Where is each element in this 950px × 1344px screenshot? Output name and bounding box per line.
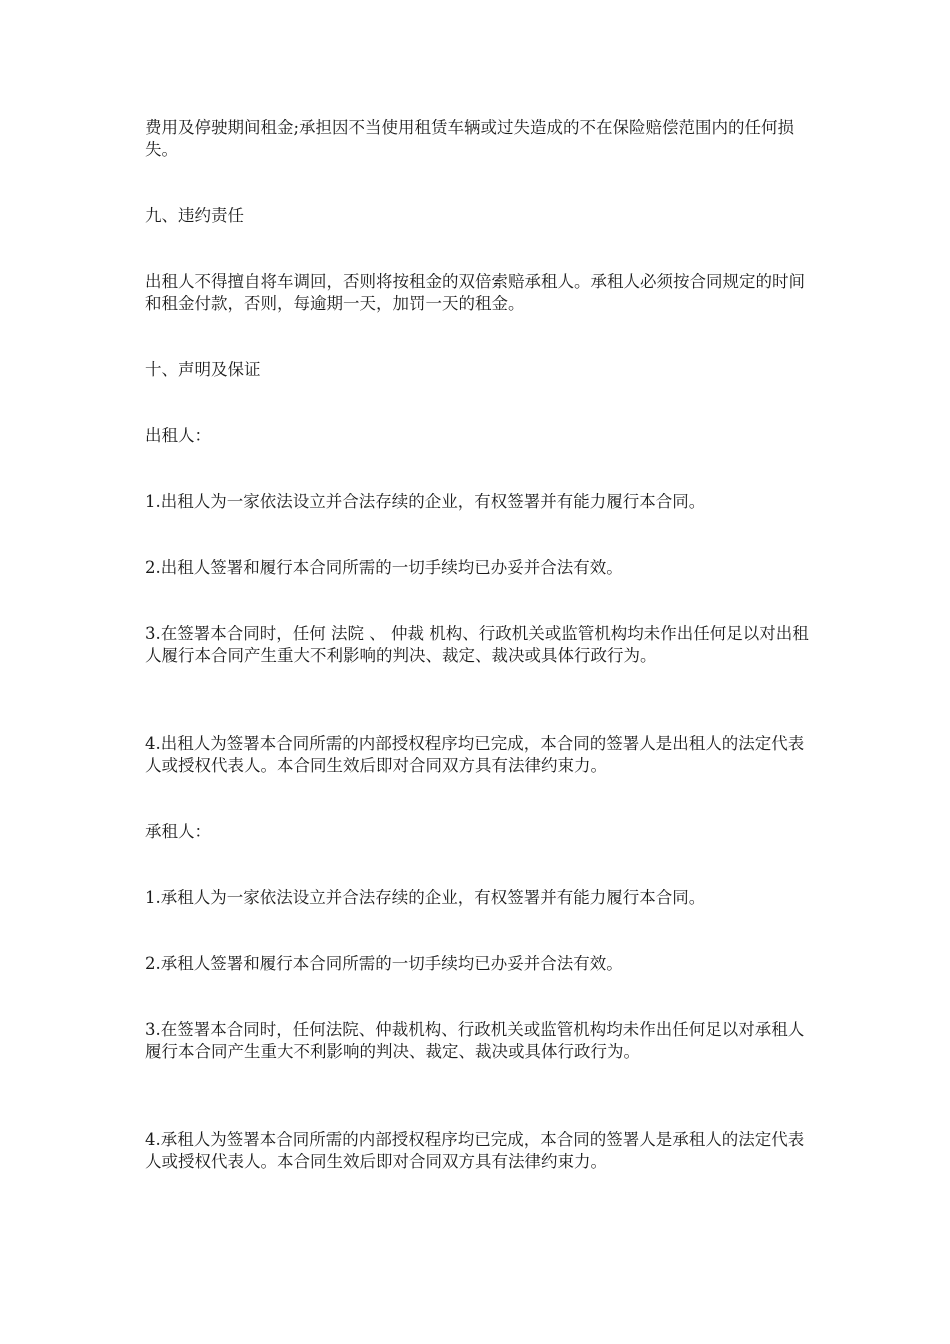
paragraph-breach-liability: 出租人不得擅自将车调回，否则将按租金的双倍索赔承租人。承租人必须按合同规定的时间和租金付款，否则，每逾期一天，加罚一天的租金。	[145, 272, 805, 313]
heading-lessee: 承租人：	[145, 822, 211, 841]
lessee-clause-4: 4.承租人为签署本合同所需的内部授权程序均已完成，本合同的签署人是承租人的法定代表人或授权代表人。本合同生效后即对合同双方具有法律约束力。	[145, 1130, 805, 1171]
heading-declarations: 十、声明及保证	[145, 360, 261, 379]
heading-lessor: 出租人：	[145, 426, 211, 445]
heading-breach-liability: 九、违约责任	[145, 206, 244, 225]
lessee-clause-3: 3.在签署本合同时，任何法院、仲裁机构、行政机关或监管机构均未作出任何足以对承租人履行本合同产生重大不利影响的判决、裁定、裁决或具体行政行为。	[145, 1020, 805, 1061]
lessor-clause-1: 1.出租人为一家依法设立并合法存续的企业，有权签署并有能力履行本合同。	[145, 492, 706, 511]
paragraph-insurance-loss: 费用及停驶期间租金;承担因不当使用租赁车辆或过失造成的不在保险赔偿范围内的任何损失。	[145, 118, 795, 159]
lessor-clause-3: 3.在签署本合同时，任何 法院 、 仲裁 机构、行政机关或监管机构均未作出任何足以对出租人履行本合同产生重大不利影响的判决、裁定、裁决或具体行政行为。	[145, 624, 809, 665]
lessee-clause-2: 2.承租人签署和履行本合同所需的一切手续均已办妥并合法有效。	[145, 954, 623, 973]
lessor-clause-2: 2.出租人签署和履行本合同所需的一切手续均已办妥并合法有效。	[145, 558, 623, 577]
lessee-clause-1: 1.承租人为一家依法设立并合法存续的企业，有权签署并有能力履行本合同。	[145, 888, 706, 907]
lessor-clause-4: 4.出租人为签署本合同所需的内部授权程序均已完成，本合同的签署人是出租人的法定代表人或授权代表人。本合同生效后即对合同双方具有法律约束力。	[145, 734, 805, 775]
